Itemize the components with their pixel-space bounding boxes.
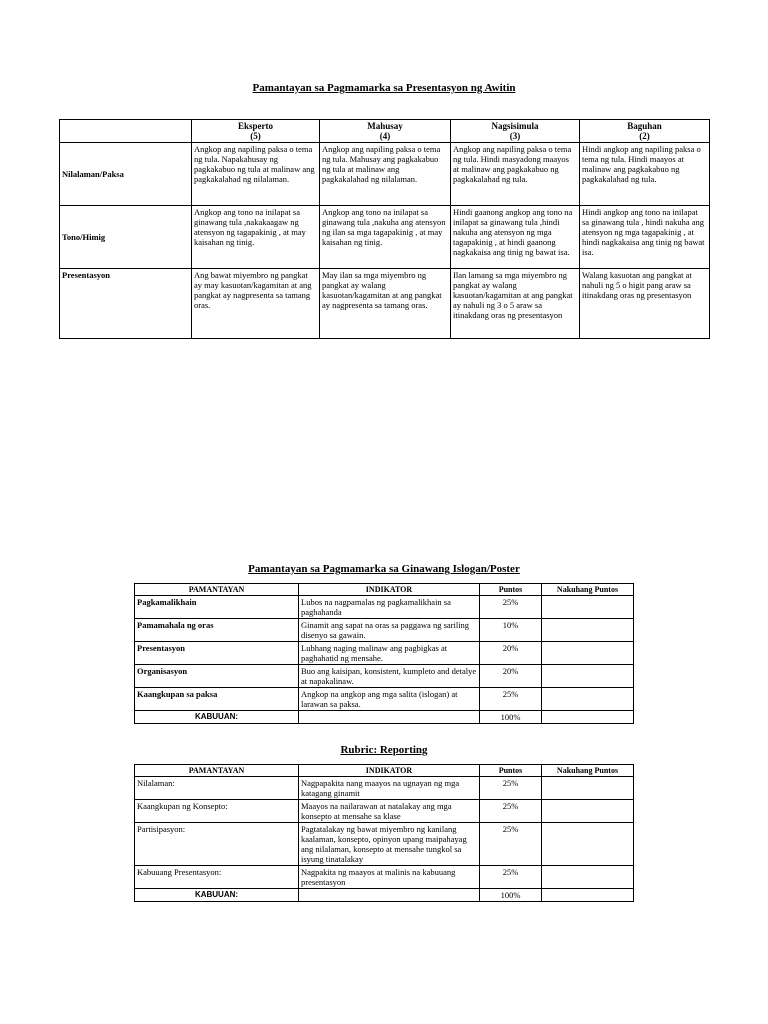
- header-indikator: INDIKATOR: [299, 584, 480, 596]
- score-cell: [542, 688, 634, 711]
- score-cell: [542, 619, 634, 642]
- rubric-cell: May ilan sa mga miyembro ng pangkat ay walang kasuotan/kagamitan at ang pangkat ay nagpresenta sa tamang oras.: [320, 269, 451, 339]
- rubric-cell: Angkop ang napiling paksa o tema ng tula. Mahusay ang pagkakabuo ng tula at malinaw ang pagkakalahad ng nilalaman.: [320, 143, 451, 206]
- criterion-label: Pamamahala ng oras: [135, 619, 299, 642]
- points-value: 25%: [480, 866, 542, 889]
- criterion-label: Nilalaman:: [135, 777, 299, 800]
- score-cell: [542, 642, 634, 665]
- score-cell: [542, 665, 634, 688]
- rubric-cell: Hindi gaanong angkop ang tono na inilapat sa ginawang tula ,hindi nakuha ang atensyon ng mga tagapakinig , at hindi gaanong nagkakaisa ang tinig ng bawat isa.: [451, 206, 580, 269]
- table-row: [60, 269, 710, 339]
- total-row: [135, 889, 634, 902]
- total-points: 100%: [480, 711, 542, 724]
- table-row: [135, 823, 634, 866]
- criterion-label: Presentasyon: [135, 642, 299, 665]
- indicator-text: Nagpapakita nang maayos na ugnayan ng mga katagang ginamit: [299, 777, 480, 800]
- rubric-cell: Hindi angkop ang napiling paksa o tema ng tula. Hindi maayos at malinaw ang pagkakabuo ng pagkakalahad ng tula.: [580, 143, 710, 206]
- total-label: KABUUAN:: [135, 711, 299, 724]
- table-row: [135, 866, 634, 889]
- slogan-poster-rubric-title: Pamantayan sa Pagmamarka sa Ginawang Islogan/Poster: [248, 563, 520, 575]
- slogan-poster-rubric-table: [134, 583, 634, 724]
- rubric-cell: Angkop ang tono na inilapat sa ginawang tula ,nakuha ang atensyon ng ilan sa mga tagapakinig , at may kaisahan ng tinig.: [320, 206, 451, 269]
- criterion-label: Presentasyon: [60, 269, 192, 339]
- indicator-text: Buo ang kaisipan, konsistent, kumpleto and detalye at napakalinaw.: [299, 665, 480, 688]
- indicator-text: Nagpakita ng maayos at malinis na kabuuang presentasyon: [299, 866, 480, 889]
- total-empty: [299, 889, 480, 902]
- table-row: [60, 206, 710, 269]
- indicator-text: Pagtatalakay ng bawat miyembro ng kanilang kaalaman, konsepto, opinyon upang maipahayag ang nilalaman, konsepto at mensahe tungkol sa isyung tinatalakay: [299, 823, 480, 866]
- rubric-cell: Hindi angkop ang tono na inilapat sa ginawang tula , hindi nakuha ang atensyon ng mga tagapakinig , at hindi nagkakaisa ang tinig ng bawat isa.: [580, 206, 710, 269]
- reporting-rubric-table: [134, 764, 634, 902]
- points-value: 10%: [480, 619, 542, 642]
- indicator-text: Lubos na nagpamalas ng pagkamalikhain sa paghahanda: [299, 596, 480, 619]
- criterion-label: Nilalaman/Paksa: [60, 143, 192, 206]
- criterion-label: Kaangkupan sa paksa: [135, 688, 299, 711]
- points-value: 25%: [480, 688, 542, 711]
- points-value: 20%: [480, 642, 542, 665]
- total-empty: [299, 711, 480, 724]
- rubric-cell: Walang kasuotan ang pangkat at nahuli ng 5 o higit pang araw sa itinakdang oras ng presentasyon: [580, 269, 710, 339]
- table-row: [135, 800, 634, 823]
- score-cell: [542, 596, 634, 619]
- total-label: KABUUAN:: [135, 889, 299, 902]
- points-value: 20%: [480, 665, 542, 688]
- points-value: 25%: [480, 800, 542, 823]
- rubric-cell: Angkop ang tono na inilapat sa ginawang tula ,nakakaagaw ng atensyon ng tagapakinig , at may kaisahan ng tinig.: [192, 206, 320, 269]
- table-row: [135, 642, 634, 665]
- table-row: [135, 777, 634, 800]
- reporting-rubric-title: Rubric: Reporting: [340, 744, 428, 756]
- criterion-label: Organisasyon: [135, 665, 299, 688]
- points-value: 25%: [480, 596, 542, 619]
- header-pamantayan: PAMANTAYAN: [135, 765, 299, 777]
- score-cell: [542, 866, 634, 889]
- indicator-text: Angkop na angkop ang mga salita (islogan) at larawan sa paksa.: [299, 688, 480, 711]
- indicator-text: Lubhang naging malinaw ang pagbigkas at paghahatid ng mensahe.: [299, 642, 480, 665]
- points-value: 25%: [480, 823, 542, 866]
- criterion-label: Tono/Himig: [60, 206, 192, 269]
- header-indikator: INDIKATOR: [299, 765, 480, 777]
- song-presentation-rubric-table: [59, 119, 710, 339]
- rubric-cell: Ilan lamang sa mga miyembro ng pangkat ay walang kasuotan/kagamitan at ang pangkat ay nahuli ng 3 o 5 araw sa itinakdang oras ng presentasyon: [451, 269, 580, 339]
- table-row: [135, 596, 634, 619]
- score-cell: [542, 800, 634, 823]
- header-level-mahusay: Mahusay (4): [320, 120, 451, 143]
- criterion-label: Partisipasyon:: [135, 823, 299, 866]
- header-level-nagsisimula: Nagsisimula (3): [451, 120, 580, 143]
- header-level-baguhan: Baguhan (2): [580, 120, 710, 143]
- rubric-cell: Angkop ang napiling paksa o tema ng tula. Hindi masyadong maayos at malinaw ang pagkakabuo ng pagkakalahad ng tula.: [451, 143, 580, 206]
- criterion-label: Kaangkupan ng Konsepto:: [135, 800, 299, 823]
- total-score-cell: [542, 711, 634, 724]
- criterion-label: Kabuuang Presentasyon:: [135, 866, 299, 889]
- indicator-text: Ginamit ang sapat na oras sa paggawa ng sariling disenyo sa gawain.: [299, 619, 480, 642]
- total-points: 100%: [480, 889, 542, 902]
- rubric-cell: Angkop ang napiling paksa o tema ng tula. Napakahusay ng pagkakabuo ng tula at malinaw ang pagkakalahad ng nilalaman.: [192, 143, 320, 206]
- header-puntos: Puntos: [480, 765, 542, 777]
- table-row: [135, 688, 634, 711]
- total-score-cell: [542, 889, 634, 902]
- header-level-eksperto: Eksperto (5): [192, 120, 320, 143]
- table-row: [60, 143, 710, 206]
- header-nakuhang-puntos: Nakuhang Puntos: [542, 765, 634, 777]
- total-row: [135, 711, 634, 724]
- indicator-text: Maayos na nailarawan at natalakay ang mga konsepto at mensahe sa klase: [299, 800, 480, 823]
- header-empty: [60, 120, 192, 143]
- rubric-cell: Ang bawat miyembro ng pangkat ay may kasuotan/kagamitan at ang pangkat ay nagpresenta sa tamang oras.: [192, 269, 320, 339]
- table-row: [135, 665, 634, 688]
- table-row: [135, 619, 634, 642]
- criterion-label: Pagkamalikhain: [135, 596, 299, 619]
- points-value: 25%: [480, 777, 542, 800]
- header-nakuhang-puntos: Nakuhang Puntos: [542, 584, 634, 596]
- header-pamantayan: PAMANTAYAN: [135, 584, 299, 596]
- score-cell: [542, 823, 634, 866]
- score-cell: [542, 777, 634, 800]
- header-puntos: Puntos: [480, 584, 542, 596]
- song-rubric-title: Pamantayan sa Pagmamarka sa Presentasyon ng Awitin: [252, 82, 516, 94]
